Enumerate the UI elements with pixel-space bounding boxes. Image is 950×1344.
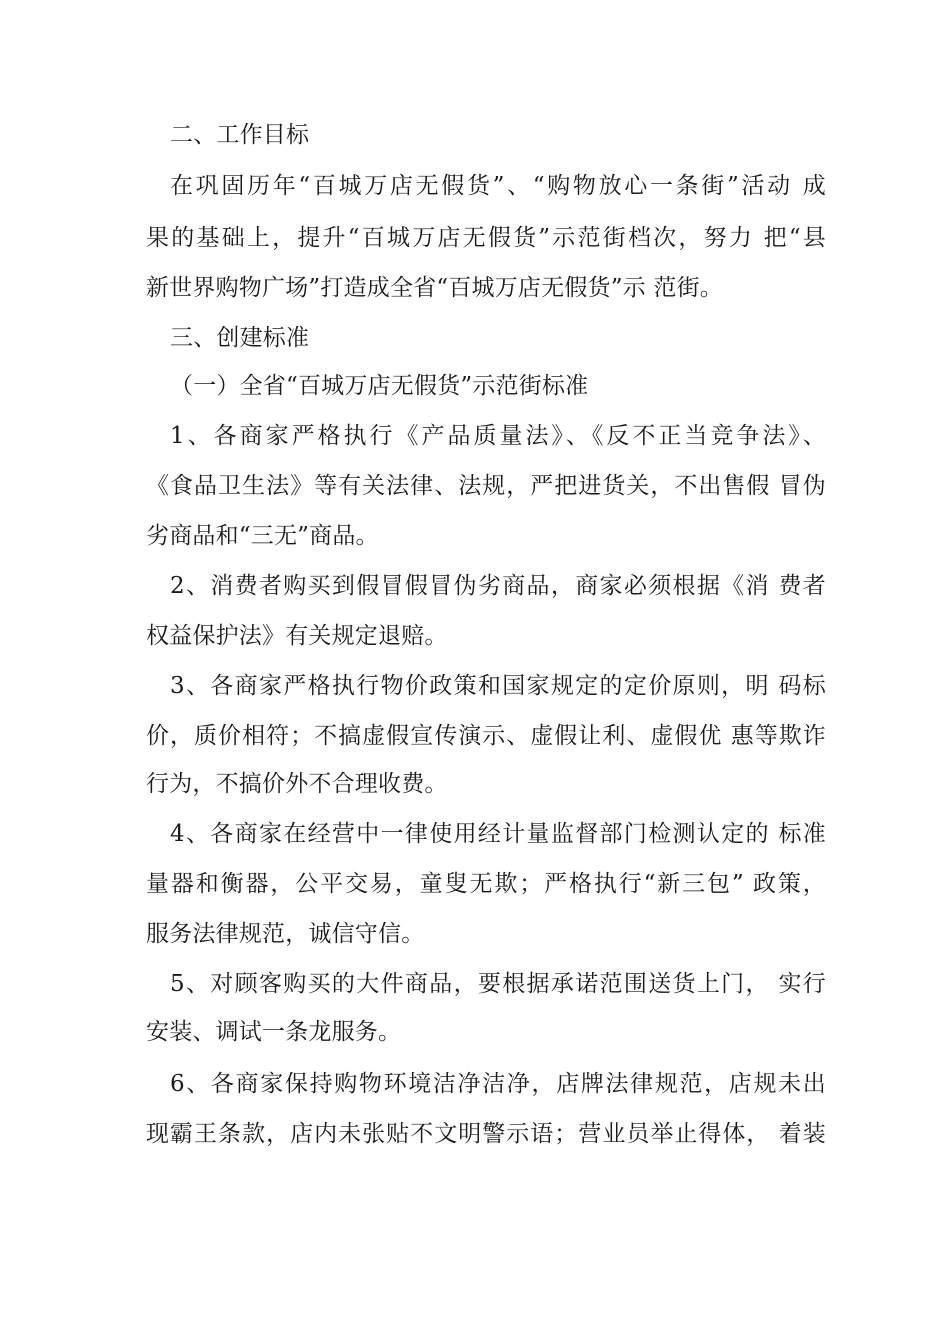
paragraph-line: 6、各商家保持购物环境洁净洁净，店牌法律规范，店规未出 [170, 1071, 826, 1097]
section-heading-standards: 三、创建标准 [170, 325, 310, 351]
paragraph-line: 权益保护法》有关规定退赔。 [146, 623, 448, 649]
paragraph-line: 劣商品和“三无”商品。 [146, 523, 379, 549]
paragraph-line: 果的基础上，提升“百城万店无假货”示范街档次，努力 把“县 [146, 225, 826, 251]
paragraph-line: 服务法律规范，诚信守信。 [146, 921, 425, 947]
paragraph-line: 3、各商家严格执行物价政策和国家规定的定价原则，明 码标 [170, 673, 826, 699]
paragraph-line: 5、对顾客购买的大件商品，要根据承诺范围送货上门， 实行 [170, 971, 826, 997]
paragraph-line: 量器和衡器，公平交易，童叟无欺；严格执行“新三包” 政策， [146, 871, 826, 897]
paragraph-line: 在巩固历年“百城万店无假货”、“购物放心一条街”活动 成 [170, 173, 826, 199]
subsection-heading: （一）全省“百城万店无假货”示范街标准 [170, 373, 589, 399]
paragraph-line: 4、各商家在经营中一律使用经计量监督部门检测认定的 标准 [170, 821, 826, 847]
section-heading-goals: 二、工作目标 [170, 122, 310, 148]
paragraph-line: 安装、调试一条龙服务。 [146, 1019, 402, 1045]
paragraph-line: 新世界购物广场”打造成全省“百城万店无假货”示 范街。 [146, 275, 723, 301]
paragraph-line: 现霸王条款，店内未张贴不文明警示语；营业员举止得体， 着装 [146, 1121, 826, 1147]
paragraph-line: 1、各商家严格执行《产品质量法》、《反不正当竞争法》、 [170, 423, 826, 449]
paragraph-line: 《食品卫生法》等有关法律、法规，严把进货关，不出售假 冒伪 [146, 473, 826, 499]
paragraph-line: 2、消费者购买到假冒假冒伪劣商品，商家必须根据《消 费者 [170, 573, 826, 599]
paragraph-line: 行为，不搞价外不合理收费。 [146, 771, 448, 797]
paragraph-line: 价，质价相符；不搞虚假宣传演示、虚假让利、虚假优 惠等欺诈 [146, 723, 826, 749]
